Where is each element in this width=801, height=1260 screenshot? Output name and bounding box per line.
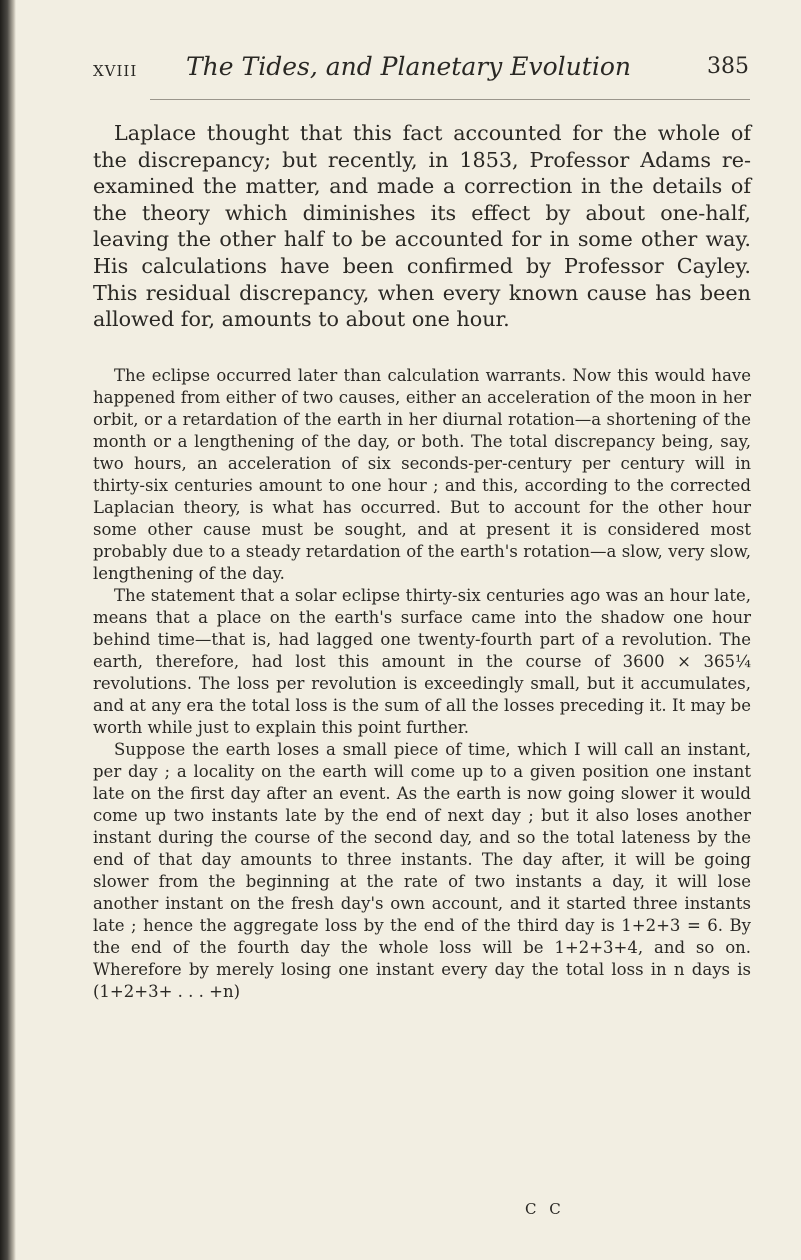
running-title: The Tides, and Planetary Evolution: [186, 52, 631, 81]
note-paragraph-3: Suppose the earth loses a small piece of time, which I will call an instant, per day ; a locality on the earth will come up to a given position one instant late on the first day after an event. As the earth is now going slower it would come up two instants late by the end of next day ; but it also loses another instant during the course of the second day, and so the total lateness by the end of that day amounts to three instants. The day after, it will be going slower from the beginning at the rate of two instants a day, it will lose another instant on the fresh day's own account, and it started three instants late ; hence the aggregate loss by the end of the third day is 1+2+3 = 6. By the end of the fourth day the whole loss will be 1+2+3+4, and so on. Wherefore by merely losing one instant every day the total loss in n days is (1+2+3+ . . . +n): [93, 740, 751, 1001]
running-header: [93, 52, 751, 92]
header-rule: [150, 99, 750, 100]
book-spine-shadow: [0, 0, 16, 1260]
main-text: [93, 120, 751, 333]
note-paragraph-2: The statement that a solar eclipse thirty-six centuries ago was an hour late, means that a place on the earth's surface came into the shadow one hour behind time—that is, had lagged one twenty-fourth part of a revolution. The earth, therefore, had lost this amount in the course of 3600 × 365¼ revolutions. The loss per revolution is exceedingly small, but it accumulates, and at any era the total loss is the sum of all the losses preceding it. It may be worth while just to explain this point further.: [93, 586, 751, 737]
page-number: 385: [707, 54, 749, 79]
note-paragraph-1: The eclipse occurred later than calculation warrants. Now this would have happened from either of two causes, either an acceleration of the moon in her orbit, or a retardation of the earth in her diurnal rotation—a shortening of the month or a lengthening of the day, or both. The total discrepancy being, say, two hours, an acceleration of six seconds-per-century per century will in thirty-six centuries amount to one hour ; and this, according to the corrected Laplacian theory, is what has occurred. But to account for the other hour some other cause must be sought, and at present it is considered most probably due to a steady retardation of the earth's rotation—a slow, very slow, lengthening of the day.: [93, 366, 751, 583]
chapter-number: XVIII: [93, 62, 138, 80]
signature-mark: C C: [525, 1200, 565, 1218]
note-text: [93, 365, 751, 1003]
main-paragraph: Laplace thought that this fact accounted for the whole of the discrepancy; but recently, in 1853, Professor Adams re-examined the matter, and made a correction in the details of the theory which diminishes its effect by about one-half, leaving the other half to be accounted for in some other way. His calculations have been confirmed by Professor Cayley. This residual discrepancy, when every known cause has been allowed for, amounts to about one hour.: [93, 121, 751, 332]
